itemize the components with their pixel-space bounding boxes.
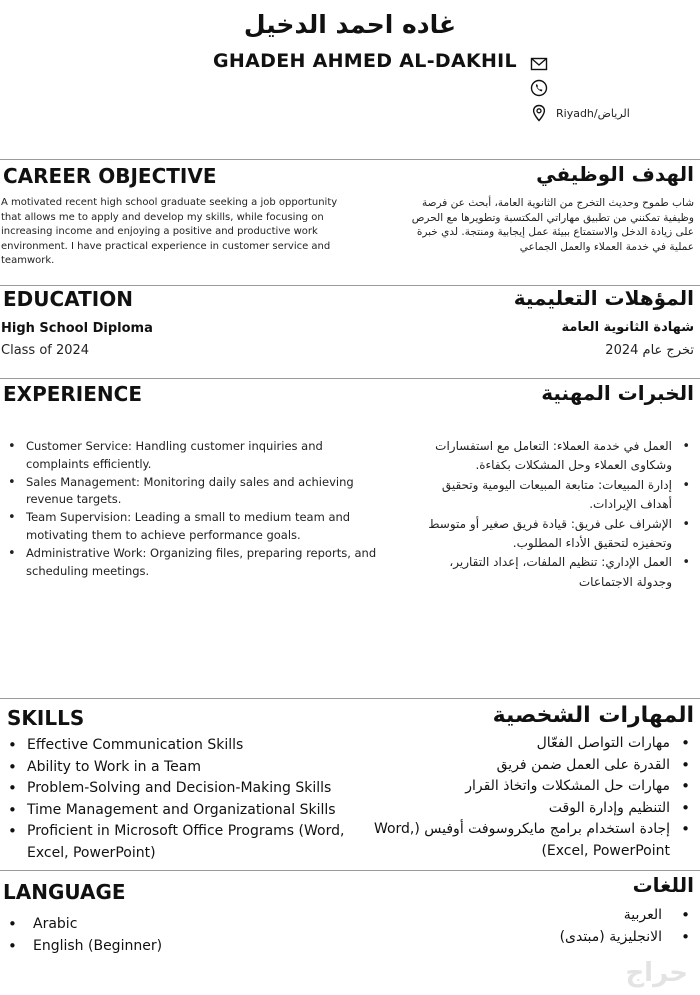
list-item: • Time Management and Organizational Skills: [8, 800, 368, 822]
career-objective-text-ar: شاب طموح وحديث التخرج من الثانوية العامة، أبحث عن فرصة وظيفية تمكنني من تطبيق مهاراتي المكتسبة وتطويرها مع الحرص على زيادة الدخل والاستمتاع ببيئة عمل إيجابية ومنتجة. لدي خبرة عملية في خدمة العملاء والعمل الجماعي: [411, 197, 694, 253]
career-objective-title-en: CAREER OBJECTIVE: [3, 164, 217, 188]
list-item: • العربية: [390, 904, 690, 926]
list-item: • مهارات حل المشكلات واتخاذ القرار: [370, 776, 690, 798]
watermark: حراج: [625, 958, 688, 988]
experience-title-ar: الخبرات المهنية: [541, 381, 694, 405]
career-objective-text-en: A motivated recent high school graduate seeking a job opportunity that allows me to apply and develop my skills, while focusing on increasing income and enjoying a positive and productive work environment. I have practical experience in customer service and teamwork.: [1, 197, 338, 266]
list-item: • العمل في خدمة العملاء: التعامل مع استفسارات وشكاوى العملاء وحل المشكلات بكفاءة.: [420, 437, 690, 476]
list-item: • Administrative Work: Organizing files, preparing reports, and scheduling meetings.: [8, 545, 378, 581]
list-item: • Sales Management: Monitoring daily sales and achieving revenue targets.: [8, 474, 378, 510]
list-item: • Effective Communication Skills: [8, 735, 368, 757]
experience-list-ar: [420, 437, 690, 592]
divider-experience: [0, 378, 700, 379]
skills-title-ar: المهارات الشخصية: [492, 703, 694, 728]
list-item: • إدارة المبيعات: متابعة المبيعات اليومية وتحقيق أهداف الإيرادات.: [420, 476, 690, 515]
mail-icon: [530, 55, 548, 73]
list-item: • Ability to Work in a Team: [8, 757, 368, 779]
list-item: • English (Beginner): [8, 936, 308, 958]
list-item: • إجادة استخدام برامج مايكروسوفت أوفيس (Word, Excel, PowerPoint): [370, 819, 690, 862]
name-english: GHADEH AHMED AL-DAKHIL: [213, 50, 517, 72]
language-title-ar: اللغات: [632, 873, 694, 897]
location-text: Riyadh/الرياض: [556, 107, 630, 120]
list-item: • Proficient in Microsoft Office Programs (Word, Excel, PowerPoint): [8, 821, 368, 864]
list-item: • القدرة على العمل ضمن فريق: [370, 755, 690, 777]
language-title-en: LANGUAGE: [3, 880, 126, 904]
list-item: • العمل الإداري: تنظيم الملفات، إعداد التقارير، وجدولة الاجتماعات: [420, 553, 690, 592]
list-item: • الإشراف على فريق: قيادة فريق صغير أو متوسط وتحفيزه لتحقيق الأداء المطلوب.: [420, 515, 690, 554]
graduation-year-en: Class of 2024: [1, 343, 90, 358]
language-list-en: [8, 914, 308, 957]
skills-list-ar: [370, 733, 690, 862]
degree-en: High School Diploma: [1, 321, 153, 336]
education-title-ar: المؤهلات التعليمية: [513, 286, 694, 310]
location-pin-icon: [530, 104, 548, 122]
name-arabic: غاده احمد الدخيل: [243, 10, 457, 39]
divider-language: [0, 870, 700, 871]
list-item: • Customer Service: Handling customer inquiries and complaints efficiently.: [8, 438, 378, 474]
skills-title-en: SKILLS: [7, 706, 85, 730]
list-item: • Problem-Solving and Decision-Making Skills: [8, 778, 368, 800]
experience-list-en: [8, 438, 378, 580]
skills-list-en: [8, 735, 368, 864]
career-objective-title-ar: الهدف الوظيفي: [536, 162, 694, 186]
list-item: • Arabic: [8, 914, 308, 936]
experience-title-en: EXPERIENCE: [3, 382, 142, 406]
list-item: • Team Supervision: Leading a small to medium team and motivating them to achieve performance goals.: [8, 509, 378, 545]
language-list-ar: [390, 904, 690, 948]
divider-career: [0, 159, 700, 160]
education-title-en: EDUCATION: [3, 287, 133, 311]
degree-ar: شهادة الثانوية العامة: [561, 320, 694, 335]
graduation-year-ar: تخرج عام 2024: [605, 343, 694, 358]
divider-skills: [0, 698, 700, 699]
list-item: • التنظيم وإدارة الوقت: [370, 798, 690, 820]
phone-icon: [530, 79, 548, 97]
list-item: • مهارات التواصل الفعّال: [370, 733, 690, 755]
list-item: • الانجليزية (مبتدى): [390, 926, 690, 948]
